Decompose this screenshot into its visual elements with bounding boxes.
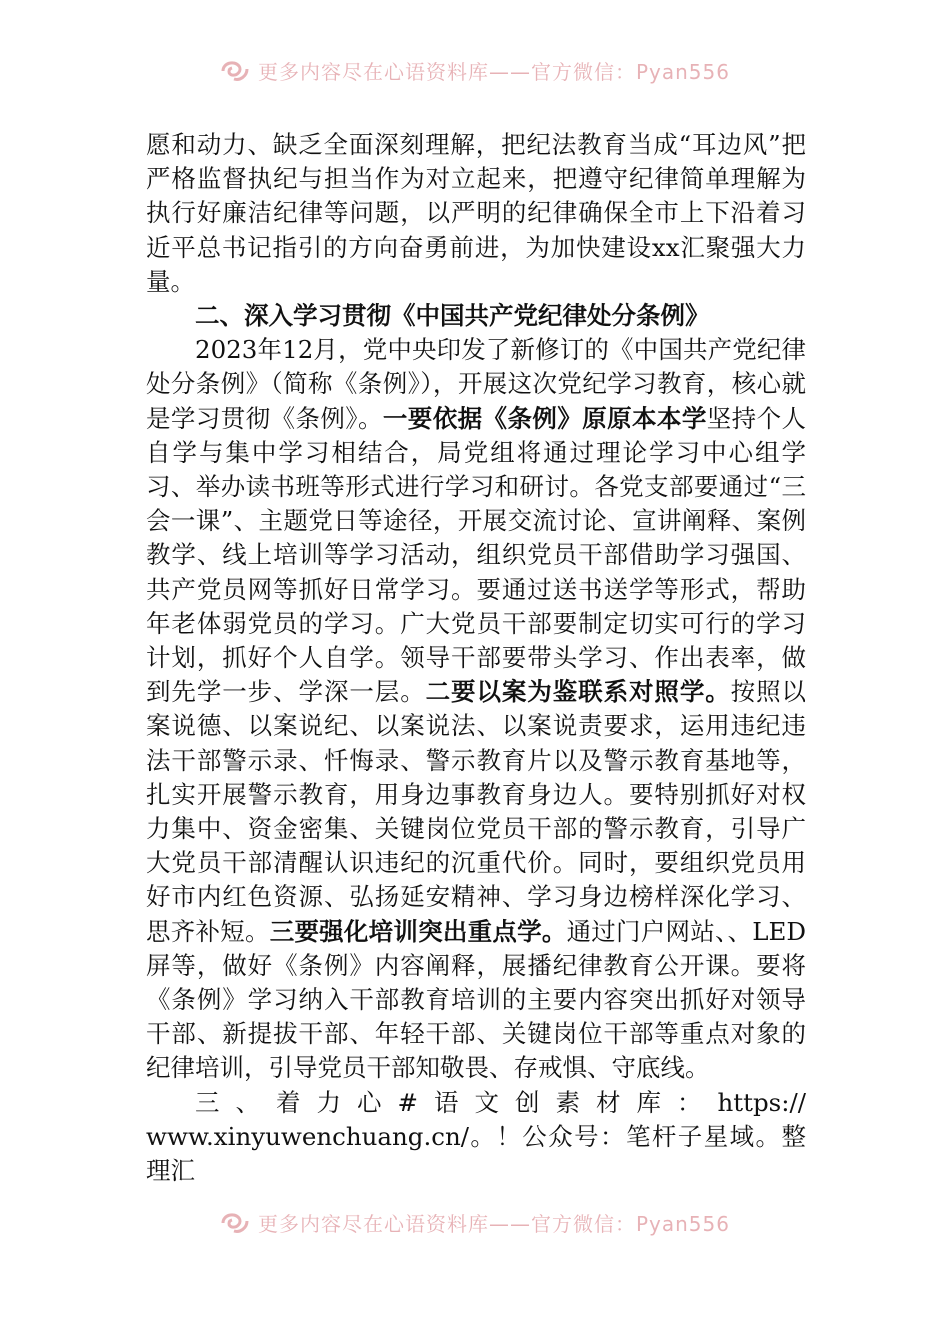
paragraph-continuation: 愿和动力、缺乏全面深刻理解，把纪法教育当成“耳边风”把严格监督执纪与担当作为对立起来，把遵守纪律简单理解为执行好廉洁纪律等问题，以严明的纪律确保全市上下沿着习近平总书记指引的方向奋勇前进，为加快建设xx汇聚强大力量。 <box>146 130 806 296</box>
bold-point-1: 一要依据《条例》原原本本学 <box>382 403 707 433</box>
section-heading-3-line-2: www.xinyuwenchuang.cn/。！公众号：笔杆子星域。整理汇 <box>146 1121 806 1186</box>
paragraph-text: 坚持个人自学与集中学习相结合，局党组将通过理论学习中心组学习、举办读书班等形式进行学习和研讨。各党支部要通过“三会一课”、主题党日等途径，开展交流讨论、宣讲阐释、案例教学、线上培训等学习活动，组织党员干部借助学习强国、共产党员网等抓好日常学习。要通过送书送学等形式，帮助年老体弱党员的学习。广大党员干部要制定切实可行的学习计划，抓好个人自学。领导干部要带头学习、作出表率，做到先学一步、学深一层。 <box>146 403 807 707</box>
paragraph-text: 通过门户网站、、LED屏等，做好《条例》内容阐释，展播纪律教育公开课。要将《条例》学习纳入干部教育培训的主要内容突出抓好对领导干部、新提拔干部、年轻干部、关键岗位干部等重点对象的纪律培训，引导党员干部知敬畏、存戒惧、守底线。 <box>146 916 807 1083</box>
paragraph-text: 2023年12月，党中央印发了新修订的《中国共产党纪律处分条例》（简称《条例》），开展这次党纪学习教育，核心就是学习贯彻《条例》。 <box>146 335 806 433</box>
watermark-header <box>0 50 950 90</box>
watermark-logo-icon <box>220 57 250 83</box>
section-heading-3-line-1: 三、着力心#语文创素材库：https:// <box>195 1087 806 1117</box>
watermark-text: 更多内容尽在心语资料库——官方微信：Pyan556 <box>257 1211 730 1236</box>
paragraph-text: 按照以案说德、以案说纪、以案说法、以案说责要求，运用违纪违法干部警示录、忏悔录、警示教育片以及警示教育基地等，扎实开展警示教育，用身边事教育身边人。要特别抓好对权力集中、资金密集、关键岗位党员干部的警示教育，引导广大党员干部清醒认识违纪的沉重代价。同时，要组织党员用好市内红色资源、弘扬延安精神、学习身边榜样深化学习、思齐补短。 <box>146 677 807 946</box>
paragraph-section-2 <box>146 333 806 1085</box>
watermark-logo-icon <box>220 1209 250 1235</box>
watermark-text: 更多内容尽在心语资料库——官方微信：Pyan556 <box>257 59 730 84</box>
bold-point-3: 三要强化培训突出重点学。 <box>269 916 567 946</box>
watermark-footer <box>0 1202 950 1242</box>
section-heading-2: 二、深入学习贯彻《中国共产党纪律处分条例》 <box>195 301 710 331</box>
document-body <box>146 128 806 1188</box>
bold-point-2: 二要以案为鉴联系对照学。 <box>425 677 731 707</box>
